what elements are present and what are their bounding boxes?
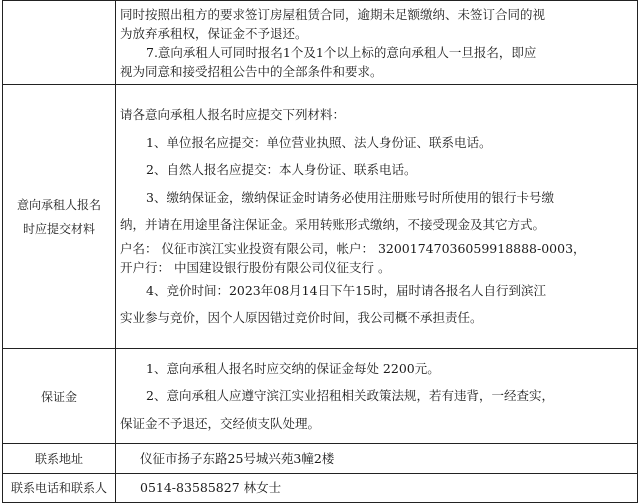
text-line: 请各意向承租人报名时应提交下列材料： bbox=[120, 107, 346, 123]
row-content bbox=[116, 1, 638, 85]
text-line: 视为同意和接受招租公告中的全部条件和要求。 bbox=[120, 63, 383, 79]
row-label bbox=[3, 85, 116, 349]
text-line: 1、单位报名应提交：单位营业执照、法人身份证、联系电话。 bbox=[146, 134, 492, 150]
label-submission-materials: 意向承租人报名时应提交材料 bbox=[16, 197, 101, 236]
row-label: 联系电话和联系人 bbox=[3, 474, 116, 503]
row-content bbox=[116, 474, 638, 503]
text-line: 2、意向承租人应遵守滨江实业招租相关政策法规，若有违背，一经查实， bbox=[146, 388, 554, 404]
announcement-table bbox=[2, 0, 638, 503]
table-row bbox=[3, 349, 638, 444]
contact-address: 仪征市扬子东路25号城兴苑3幢2楼 bbox=[140, 450, 335, 466]
text-line: 同时按照出租方的要求签订房屋租赁合同，逾期未足额缴纳、未签订合同的视 bbox=[120, 6, 546, 22]
text-line: 为放弃承租权，保证金不予退还。 bbox=[120, 25, 308, 41]
table-row bbox=[3, 85, 638, 349]
contact-phone: 0514-83585827 林女士 bbox=[140, 480, 282, 495]
table-row bbox=[3, 474, 638, 503]
table-row bbox=[3, 444, 638, 474]
text-line: 1、意向承租人报名时应交纳的保证金每处 2200元。 bbox=[146, 360, 440, 376]
row-label: 保证金 bbox=[3, 349, 116, 444]
text-line: 开户行： 中国建设银行股份有限公司仪征支行 。 bbox=[120, 259, 391, 275]
row-content bbox=[116, 349, 638, 444]
text-line: 实业参与竞价，因个人原因错过竞价时间，我公司概不承担责任。 bbox=[120, 310, 483, 326]
row-label: 联系地址 bbox=[3, 444, 116, 474]
table-row bbox=[3, 1, 638, 85]
text-line: 纳，并请在用途里备注保证金。采用转账形式缴纳，不接受现金及其它方式。 bbox=[120, 217, 546, 233]
text-line: 户名： 仪征市滨江实业投资有限公司，帐户： 32001747036059918888-0003， bbox=[120, 240, 586, 256]
text-line: 2、自然人报名应提交：本人身份证、联系电话。 bbox=[146, 162, 417, 178]
text-line: 4、竞价时间：2023年08月14日下午15时，届时请各报名人自行到滨江 bbox=[146, 282, 546, 298]
row-content bbox=[116, 85, 638, 349]
row-content bbox=[116, 444, 638, 474]
text-line: 3、缴纳保证金，缴纳保证金时请务必使用注册账号时所使用的银行卡号缴 bbox=[146, 189, 554, 205]
text-line: 7.意向承租人可同时报名1个及1个以上标的意向承租人一旦报名，即应 bbox=[146, 44, 537, 60]
row-label bbox=[3, 1, 116, 85]
text-line: 保证金不予退还，交经侦支队处理。 bbox=[120, 415, 321, 431]
